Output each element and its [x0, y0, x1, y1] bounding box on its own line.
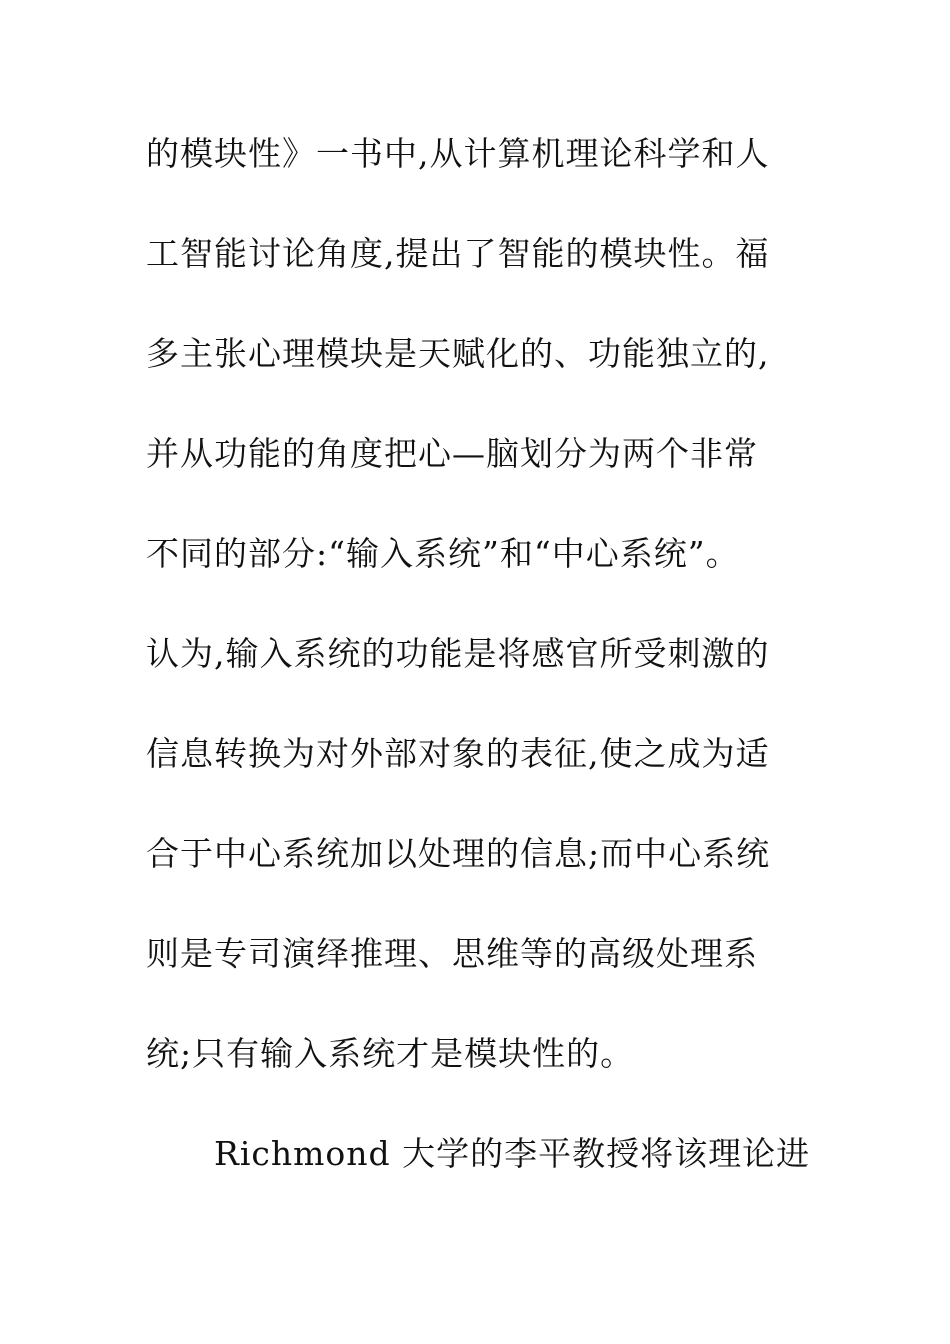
text-line-8: 合于中心系统加以处理的信息;而中心系统: [146, 834, 771, 873]
text-line-9: 则是专司演绎推理、思维等的高级处理系: [146, 934, 758, 973]
text-line-2: 工智能讨论角度,提出了智能的模块性。福: [146, 234, 770, 273]
text-line-7: 信息转换为对外部对象的表征,使之成为适: [146, 734, 770, 773]
text-line-10: 统;只有输入系统才是模块性的。: [146, 1034, 635, 1073]
text-line-3: 多主张心理模块是天赋化的、功能独立的,: [146, 334, 770, 373]
text-line-4: 并从功能的角度把心—脑划分为两个非常: [146, 434, 758, 473]
text-line-1: 的模块性》一书中,从计算机理论科学和人: [146, 134, 770, 173]
body-text: [146, 120, 846, 1220]
text-line-5: 不同的部分:“输入系统”和“中心系统”。: [146, 534, 740, 573]
text-line-6: 认为,输入系统的功能是将感官所受刺激的: [146, 634, 770, 673]
paragraph-start-line: Richmond 大学的李平教授将该理论进: [214, 1134, 811, 1173]
